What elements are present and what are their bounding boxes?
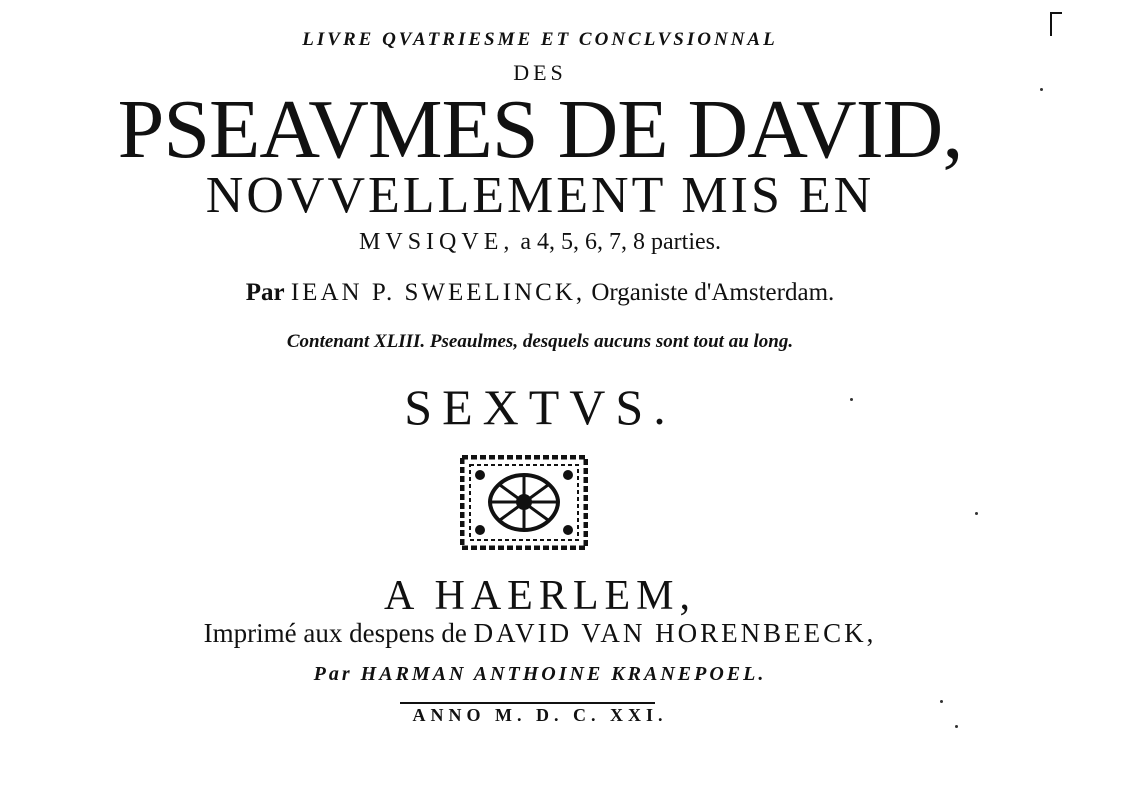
- author-par: Par: [245, 279, 285, 306]
- author-name: IEAN P. SWEELINCK,: [290, 279, 586, 306]
- musique-parts: a 4, 5, 6, 7, 8 parties.: [520, 229, 721, 255]
- year-line: ANNO M. D. C. XXI.: [412, 705, 668, 725]
- printer-line: Par HARMAN ANTHOINE KRANEPOEL.: [313, 663, 767, 685]
- scan-speck: [955, 725, 958, 728]
- musique-caps: MVSIQVE,: [359, 229, 515, 255]
- part-name: SEXTVS.: [404, 379, 676, 435]
- main-title: PSEAVMES DE DAVID,: [117, 83, 963, 176]
- contents-line: Contenant XLIII. Pseaulmes, desquels aucuns sont tout au long.: [286, 331, 794, 352]
- book-line: LIVRE QVATRIESME ET CONCLVSIONNAL: [302, 29, 778, 50]
- des-line: DES: [513, 60, 567, 85]
- author-line: [0, 280, 1080, 305]
- author-role: Organiste d'Amsterdam.: [591, 279, 835, 306]
- printed-line: [0, 620, 1080, 647]
- printed-prefix: Imprimé aux despens de: [203, 618, 467, 648]
- musique-line: [0, 230, 1080, 254]
- publisher-name: DAVID VAN HORENBEECK,: [473, 618, 877, 648]
- scan-speck: [940, 700, 943, 703]
- divider-rule: [400, 702, 655, 704]
- scan-speck: [975, 512, 978, 515]
- printers-ornament: [460, 455, 588, 550]
- place-line: A HAERLEM,: [384, 573, 696, 619]
- subtitle: NOVVELLEMENT MIS EN: [205, 167, 875, 224]
